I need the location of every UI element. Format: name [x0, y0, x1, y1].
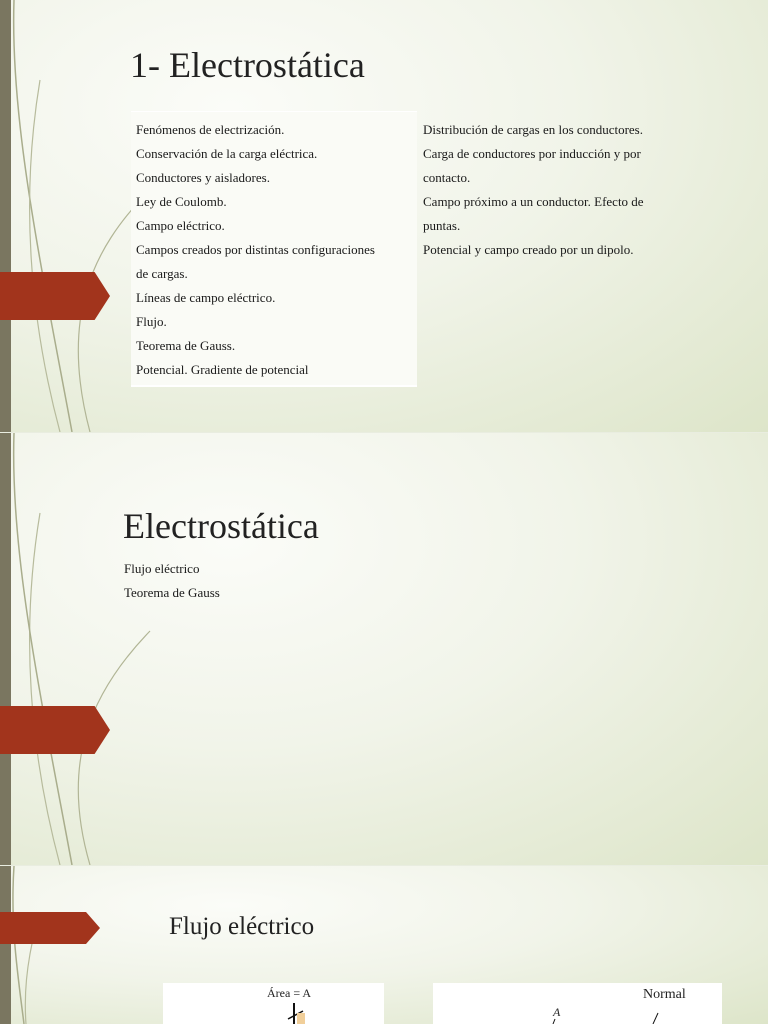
list-item: Conservación de la carga eléctrica.	[136, 146, 318, 161]
page-title: Electrostática	[123, 506, 319, 546]
figure-normal-label: Normal	[643, 987, 686, 1002]
list-item: Flujo.	[136, 314, 167, 329]
topic-list-left	[136, 118, 416, 382]
topic-list-right	[423, 118, 723, 262]
list-item: Ley de Coulomb.	[136, 194, 227, 209]
figure-area-label: Área = A	[267, 986, 312, 1000]
surface-diagram-icon	[163, 983, 384, 1024]
list-item: de cargas.	[136, 266, 188, 281]
page-title: 1- Electrostática	[130, 45, 365, 85]
slide-3	[0, 866, 768, 1024]
figure-normal-surface	[433, 983, 722, 1024]
topic-list	[124, 557, 424, 605]
list-item: contacto.	[423, 170, 471, 185]
figure-area-symbol: A	[553, 1005, 561, 1019]
list-item: Campo próximo a un conductor. Efecto de	[423, 194, 644, 209]
accent-arrow	[0, 706, 110, 754]
slide-2	[0, 433, 768, 865]
list-item: Carga de conductores por inducción y por	[423, 146, 641, 161]
list-item: Potencial y campo creado por un dipolo.	[423, 242, 634, 257]
list-item: Líneas de campo eléctrico.	[136, 290, 276, 305]
list-item: Flujo eléctrico	[124, 561, 200, 576]
list-item: puntas.	[423, 218, 461, 233]
list-item: Teorema de Gauss.	[136, 338, 236, 353]
normal-vector-icon	[433, 983, 722, 1024]
slide-1	[0, 0, 768, 432]
list-item: Potencial. Gradiente de potencial	[136, 362, 309, 377]
figure-area-surface	[163, 983, 384, 1024]
list-item: Teorema de Gauss	[124, 585, 220, 600]
decorative-swoosh	[0, 433, 160, 865]
list-item: Fenómenos de electrización.	[136, 122, 285, 137]
accent-arrow	[0, 272, 110, 320]
list-item: Distribución de cargas en los conductores.	[423, 122, 643, 137]
list-item: Campos creados por distintas configuraciones	[136, 242, 375, 257]
accent-arrow	[0, 912, 100, 944]
page-title: Flujo eléctrico	[169, 913, 315, 940]
list-item: Campo eléctrico.	[136, 218, 225, 233]
decorative-swoosh	[0, 866, 160, 1024]
list-item: Conductores y aisladores.	[136, 170, 270, 185]
